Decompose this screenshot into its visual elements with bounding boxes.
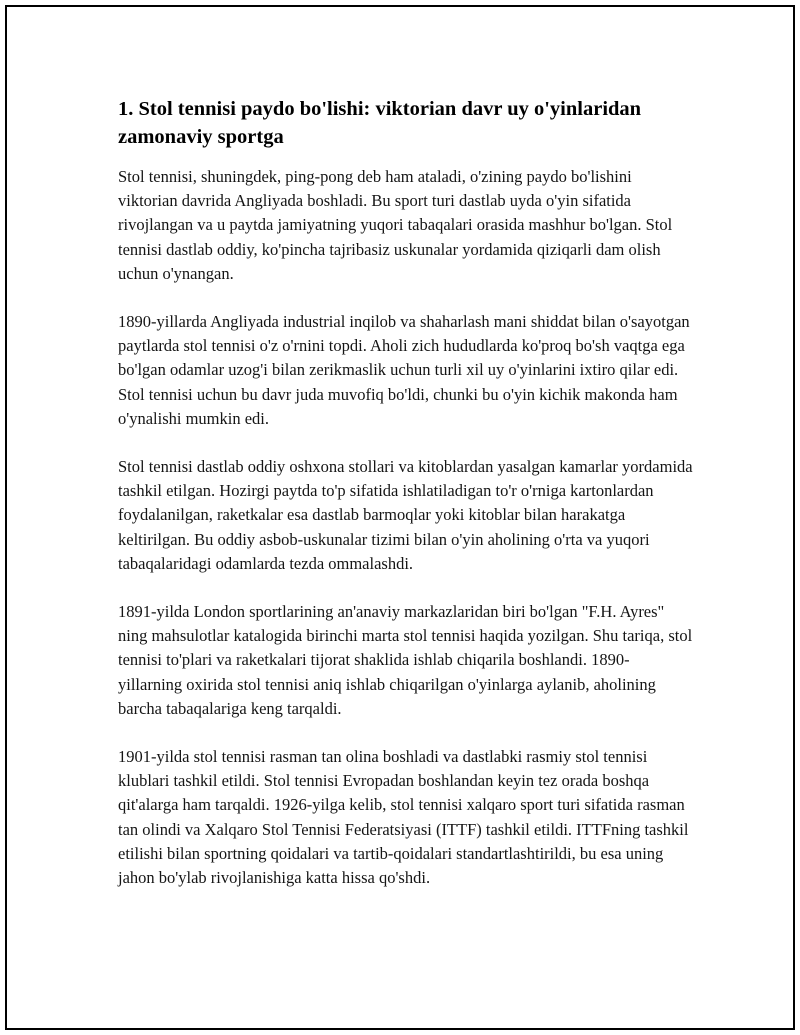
section-title: 1. Stol tennisi paydo bo'lishi: viktorian davr uy o'yinlaridan zamonaviy sportga (118, 98, 642, 148)
document-body (118, 95, 693, 914)
paragraph-3: Stol tennisi dastlab oddiy oshxona stollari va kitoblardan yasalgan kamarlar yordamida tashkil etilgan. Hozirgi paytda to'p sifatida ishlatiladigan to'r o'rniga kartonlardan foydalanilgan, raketkalar esa dastlab barmoqlar yoki kitoblar bilan harakatga keltirilgan. Bu oddiy asbob-uskunalar tizimi bilan o'yin aholining o'rta va yuqori tabaqalaridagi odamlarda tezda ommalashdi. (118, 457, 693, 573)
paragraph-5: 1901-yilda stol tennisi rasman tan olina boshladi va dastlabki rasmiy stol tennisi klublari tashkil etildi. Stol tennisi Evropadan boshlandan keyin tez orada boshqa qit'alarga ham tarqaldi. 1926-yilga kelib, stol tennisi xalqaro sport turi sifatida rasman tan olindi va Xalqaro Stol Tennisi Federatsiyasi (ITTF) tashkil etildi. ITTFning tashkil etilishi bilan sportning qoidalari va tartib-qoidalari standartlashtirildi, bu esa uning jahon bo'ylab rivojlanishiga katta hissa qo'shdi. (118, 747, 689, 888)
paragraph-4: 1891-yilda London sportlarining an'anaviy markazlaridan biri bo'lgan "F.H. Ayres" ning mahsulotlar katalogida birinchi marta stol tennisi haqida yozilgan. Shu tariqa, stol tennisi to'plari va raketkalari tijorat shaklida ishlab chiqarila boshlandi. 1890-yillarning oxirida stol tennisi aniq ishlab chiqarilgan o'yinlarga aylanib, aholining barcha tabaqalariga keng tarqaldi. (118, 602, 693, 718)
paragraph-1: Stol tennisi, shuningdek, ping-pong deb ham ataladi, o'zining paydo bo'lishini viktorian davrida Angliyada boshladi. Bu sport turi dastlab uyda o'yin sifatida rivojlangan va u paytda jamiyatning yuqori tabaqalari orasida mashhur bo'lgan. Stol tennisi dastlab oddiy, ko'pincha tajribasiz uskunalar yordamida qiziqarli dam olish uchun o'ynangan. (118, 167, 673, 283)
paragraph-2: 1890-yillarda Angliyada industrial inqilob va shaharlash mani shiddat bilan o'sayotgan paytlarda stol tennisi o'z o'rnini topdi. Aholi zich hududlarda ko'proq bo'sh vaqtga ega bo'lgan odamlar uzog'i bilan zerikmaslik uchun turli xil uy o'yinlarini ixtiro qilar edi. Stol tennisi uchun bu davr juda muvofiq bo'ldi, chunki bu o'yin kichik makonda ham o'ynalishi mumkin edi. (118, 312, 690, 428)
document-page (5, 5, 795, 1030)
